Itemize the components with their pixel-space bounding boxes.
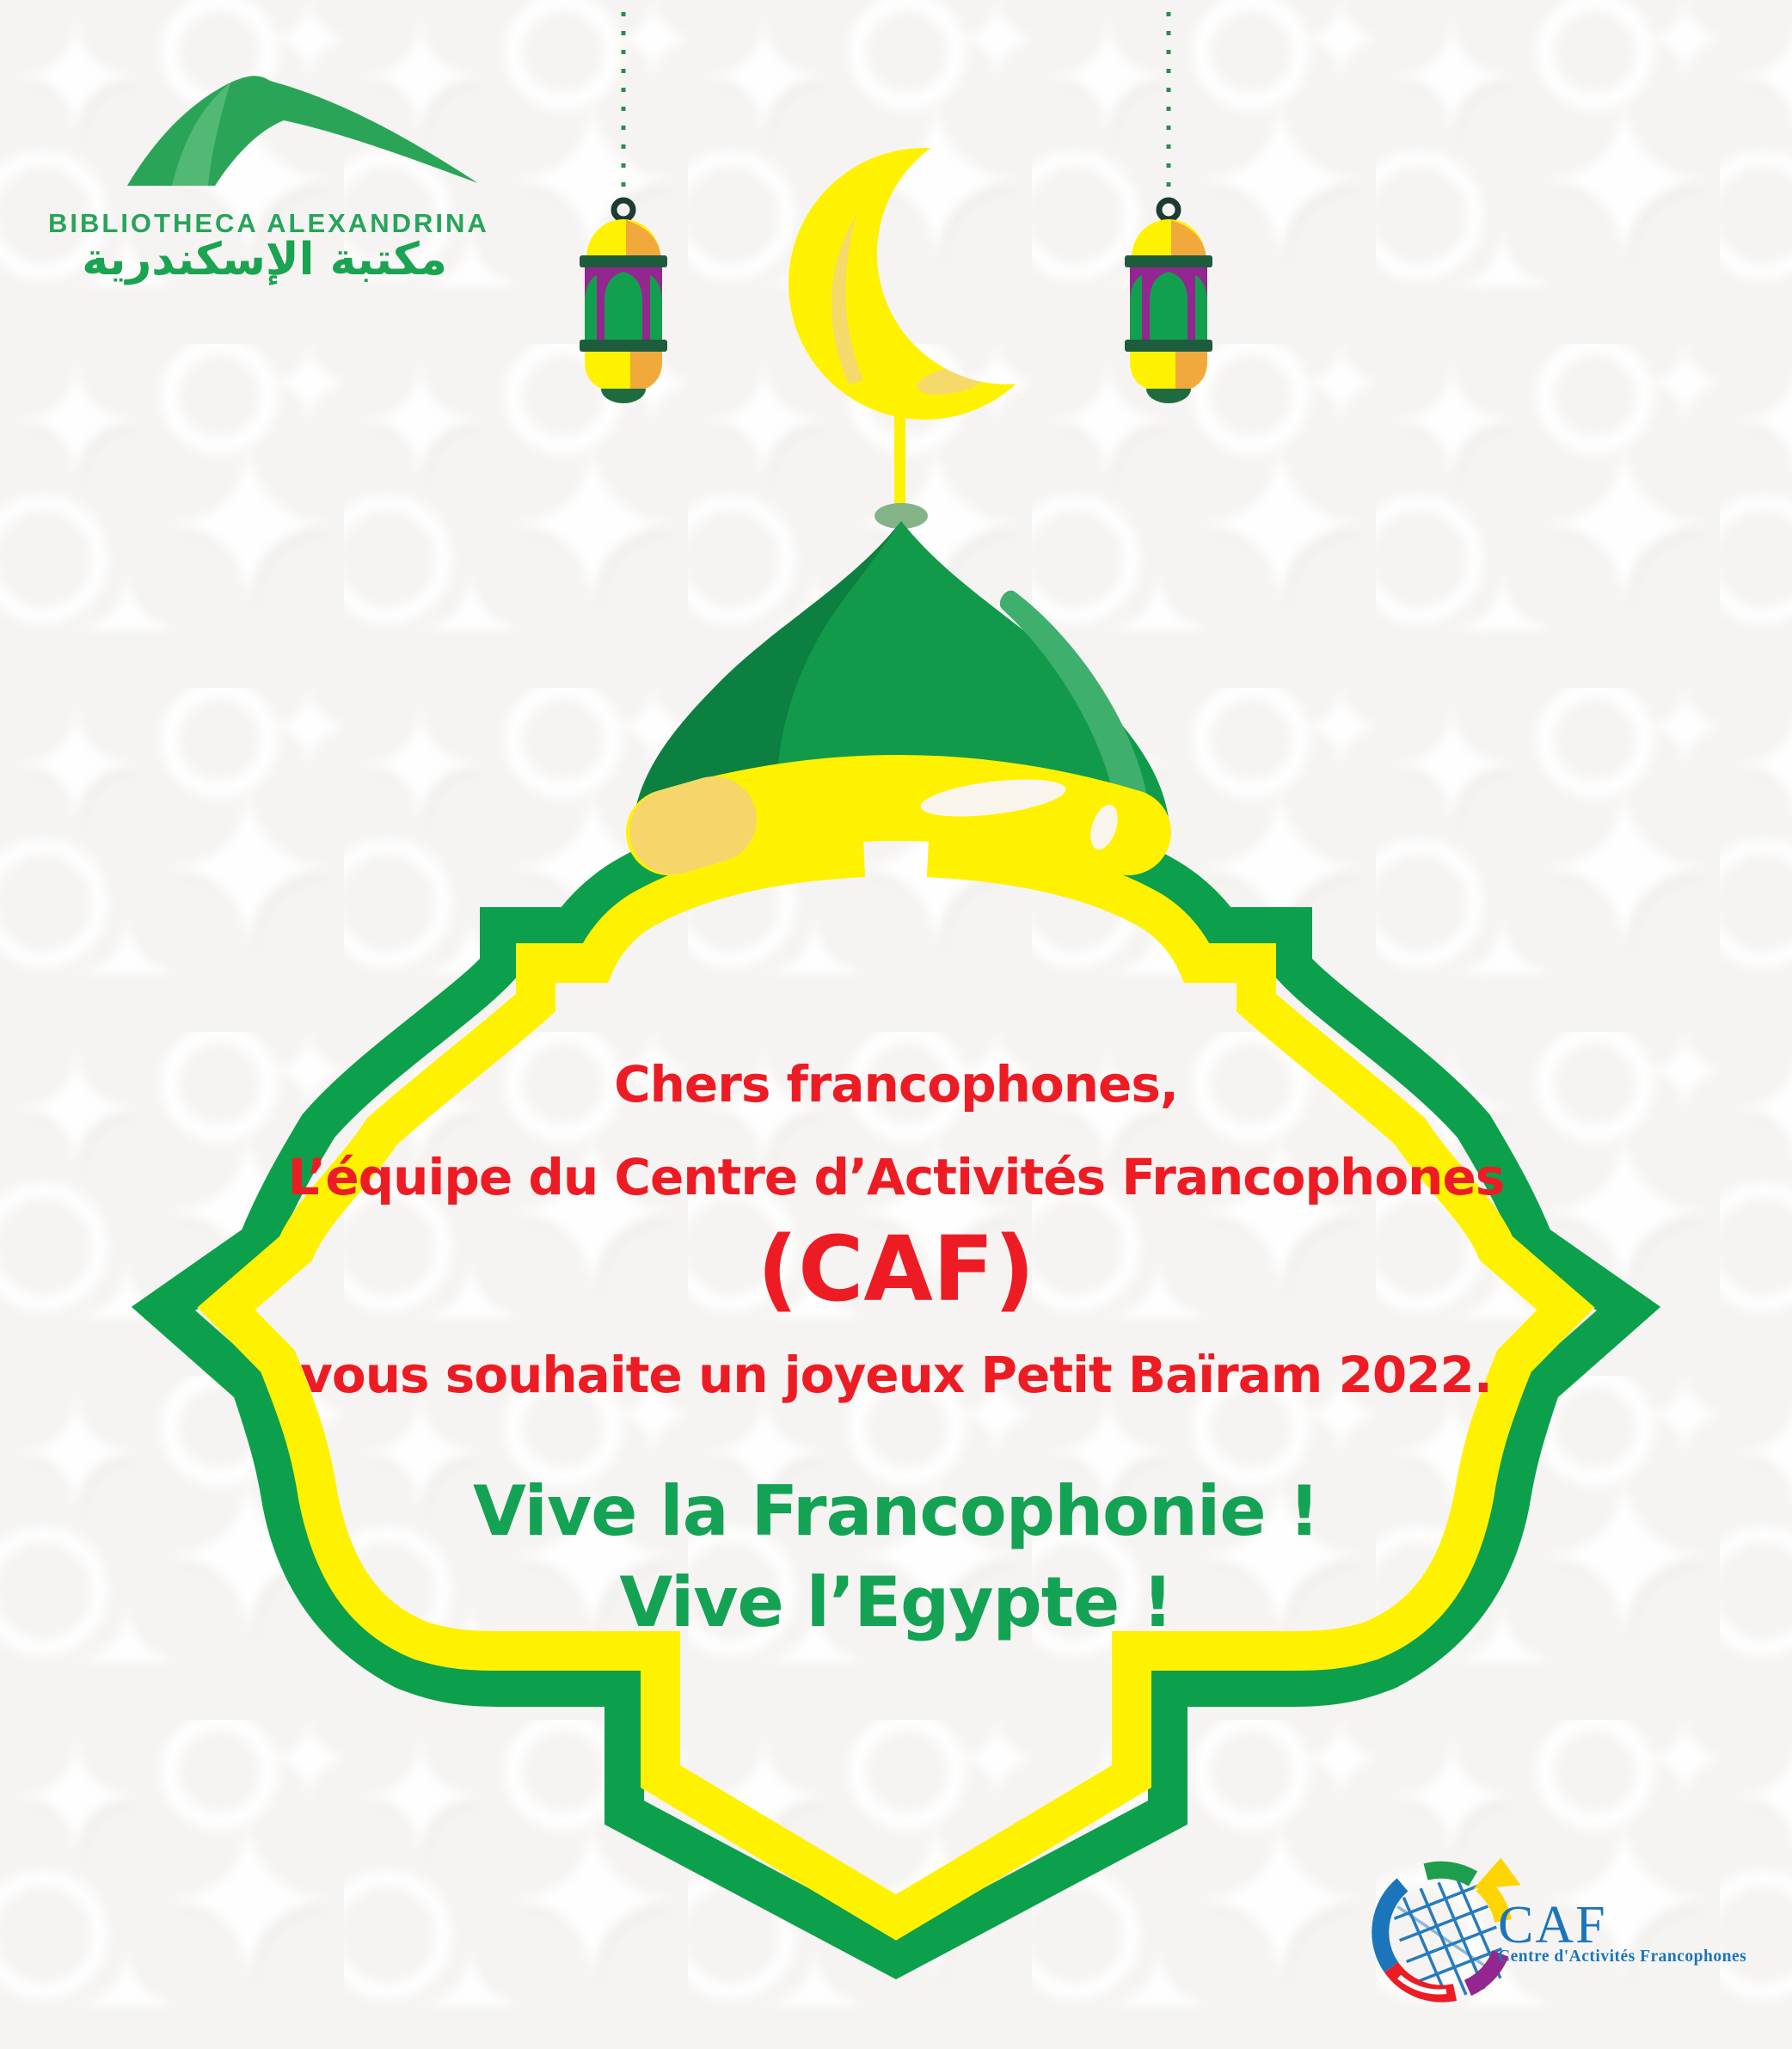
greeting-wish-line: vous souhaite un joyeux Petit Baïram 2022.	[300, 1346, 1492, 1404]
greeting-team-line: L’équipe du Centre d’Activités Francophones	[287, 1148, 1505, 1206]
bibliotheca-latin-name: BIBLIOTHECA ALEXANDRINA	[48, 208, 489, 238]
greeting-salutation: Chers francophones,	[614, 1055, 1178, 1113]
caf-logo-acronym: CAF	[1498, 1896, 1607, 1954]
slogan-egypte: Vive l’Egypte !	[619, 1562, 1173, 1642]
caf-logo-tagline: Centre d'Activités Francophones	[1498, 1948, 1747, 1966]
slogan-francophonie: Vive la Francophonie !	[473, 1471, 1319, 1551]
greeting-acronym: (CAF)	[757, 1217, 1035, 1322]
bibliotheca-arabic-name: مكتبة الإسكندرية	[82, 234, 447, 285]
dome-base	[669, 773, 1128, 853]
crescent-moon-icon	[731, 86, 1161, 529]
